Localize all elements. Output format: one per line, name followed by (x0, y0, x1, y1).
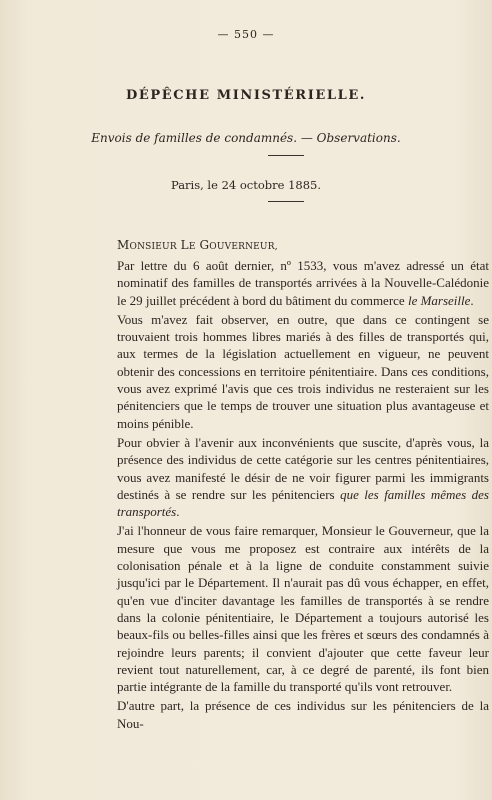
document-subtitle: Envois de familles de condamnés. — Observations. (91, 131, 401, 145)
document-title: DÉPÊCHE MINISTÉRIELLE. (125, 88, 367, 103)
paragraph: D'autre part, la présence de ces individus sur les pénitenciers de la Nou- (117, 698, 489, 731)
separator-rule (268, 155, 304, 156)
salutation (117, 238, 278, 252)
salutation-text: MONSIEUR LE GOUVERNEUR, (117, 238, 278, 252)
paragraph: Pour obvier à l'avenir aux inconvénients que suscite, d'après vous, la présence des individus de cette catégorie sur les centres pénitentiaires, vous avez manifesté le désir de ne voir figurer parmi les immigrants destinés à se rendre sur les pénitenciers que les familles mêmes des transportés. (117, 434, 489, 520)
separator-rule (268, 201, 304, 202)
date-line: Paris, le 24 octobre 1885. (170, 178, 322, 192)
paragraph: J'ai l'honneur de vous faire remarquer, Monsieur le Gouverneur, que la mesure que vous me proposez est contraire aux intérêts de la colonisation pénale et à la ligne de conduite constamment suivie jusqu'ici par le Département. Il n'aurait pas dû vous échapper, en effet, qu'en vue d'inciter davantage les familles de transportés à se rendre dans la colonie pénitentiaire, le Département a toujours autorisé les beaux-fils ou belles-filles ainsi que les frères et sœurs des condamnés à rejoindre leurs parents; il convient d'ajouter que cette faveur leur revient tout naturellement, car, à ce degré de parenté, ils font bien partie intégrante de la famille du transporté qu'ils vont retrouver. (117, 523, 489, 695)
paragraph: Par lettre du 6 août dernier, nº 1533, vous m'avez adressé un état nominatif des familles de transportés arrivées à la Nouvelle-Calédonie le 29 juillet précédent à bord du bâtiment du commerce le Marseille. (117, 258, 489, 308)
paragraph: Vous m'avez fait observer, en outre, que dans ce contingent se trouvaient trois hommes libres mariés à des filles de transportés qui, aux termes de la législation actuellement en vigueur, ne peuvent obtenir des concessions en territoire pénitentiaire. Dans ces conditions, vous avez exprimé l'avis que ces trois individus ne resteraient sur les pénitenciers que le temps de trouver une situation plus avantageuse et moins pénible. (117, 311, 489, 431)
page-number: — 550 — (217, 28, 275, 41)
letter-body (117, 257, 489, 732)
